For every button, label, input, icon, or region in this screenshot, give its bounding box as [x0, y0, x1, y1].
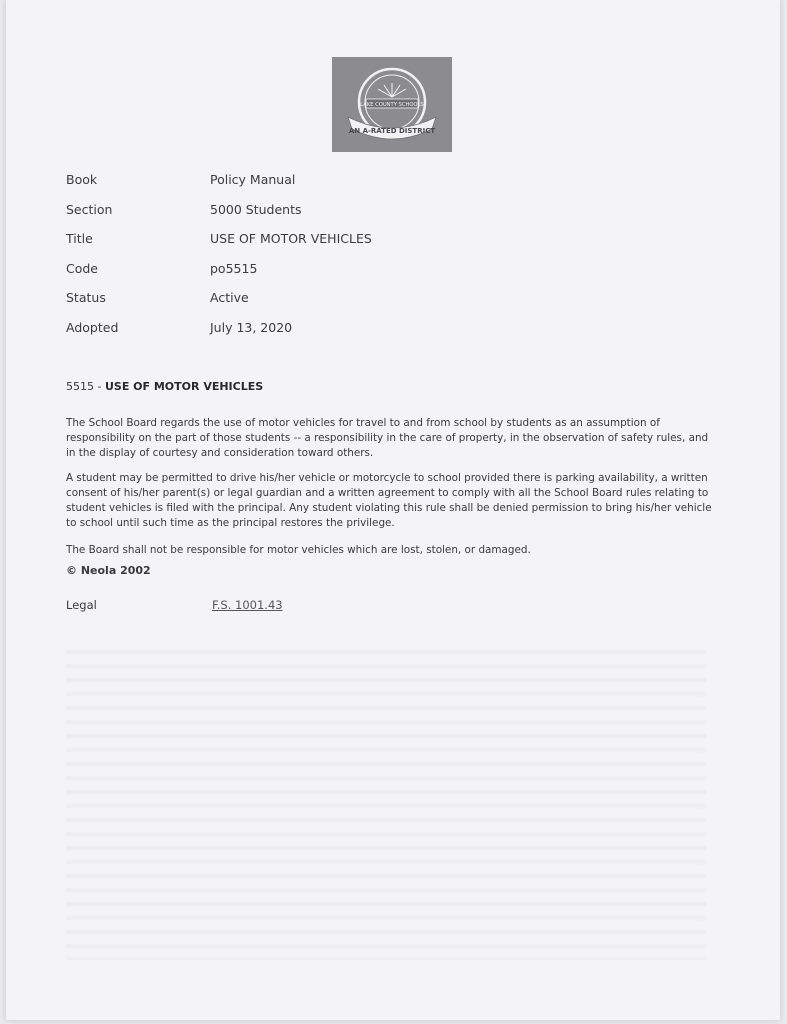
meta-value: July 13, 2020: [210, 319, 293, 335]
meta-row-adopted: [66, 314, 566, 344]
meta-key: Title: [66, 231, 93, 246]
show-through-text-texture: [66, 640, 706, 960]
legal-reference-link[interactable]: F.S. 1001.43: [212, 598, 283, 612]
meta-value: 5000 Students: [210, 201, 302, 217]
logo-line2: AN A-RATED DISTRICT: [348, 127, 436, 135]
district-seal-icon: [332, 57, 452, 152]
document-page: [6, 0, 780, 1020]
meta-key: Code: [66, 260, 99, 276]
meta-key: Book: [66, 172, 98, 187]
district-logo: [332, 57, 452, 152]
meta-row-section: [66, 196, 566, 226]
meta-row-title: [66, 225, 566, 255]
policy-code-prefix: 5515 -: [66, 380, 105, 393]
meta-value: Policy Manual: [210, 172, 296, 187]
legal-label: Legal: [66, 598, 97, 612]
meta-key: Section: [66, 201, 113, 217]
meta-value: po5515: [210, 260, 258, 276]
policy-title: USE OF MOTOR VEHICLES: [104, 380, 264, 393]
copyright-notice: © Neola 2002: [66, 564, 151, 577]
meta-value: Active: [210, 290, 249, 305]
meta-key: Status: [66, 290, 106, 305]
logo-line1: LAKE COUNTY SCHOOLS: [360, 102, 424, 108]
meta-value: USE OF MOTOR VEHICLES: [210, 231, 372, 246]
meta-row-book: [66, 166, 566, 196]
policy-paragraph-2: A student may be permitted to drive his/her vehicle or motorcycle to school provided there is parking availability, a written consent of his/her parent(s) or legal guardian and a written agreement to comply with all the School Board rules relating to student vehicles is filed with the principal. Any student violating this rule shall be denied permission to bring his/her vehicle to school until such time as the principal restores the privilege.: [66, 472, 712, 530]
meta-row-status: [66, 284, 566, 314]
policy-paragraph-1: The School Board regards the use of motor vehicles for travel to and from school by students as an assumption of responsibility on the part of those students -- a responsibility in the care of property, in the observation of safety rules, and in the display of courtesy and consideration toward others.: [66, 417, 709, 460]
policy-heading: [66, 380, 263, 393]
policy-metadata: [66, 166, 566, 343]
meta-row-code: [66, 255, 566, 285]
policy-paragraph-3: The Board shall not be responsible for motor vehicles which are lost, stolen, or damaged.: [66, 544, 531, 557]
meta-key: Adopted: [66, 319, 119, 335]
